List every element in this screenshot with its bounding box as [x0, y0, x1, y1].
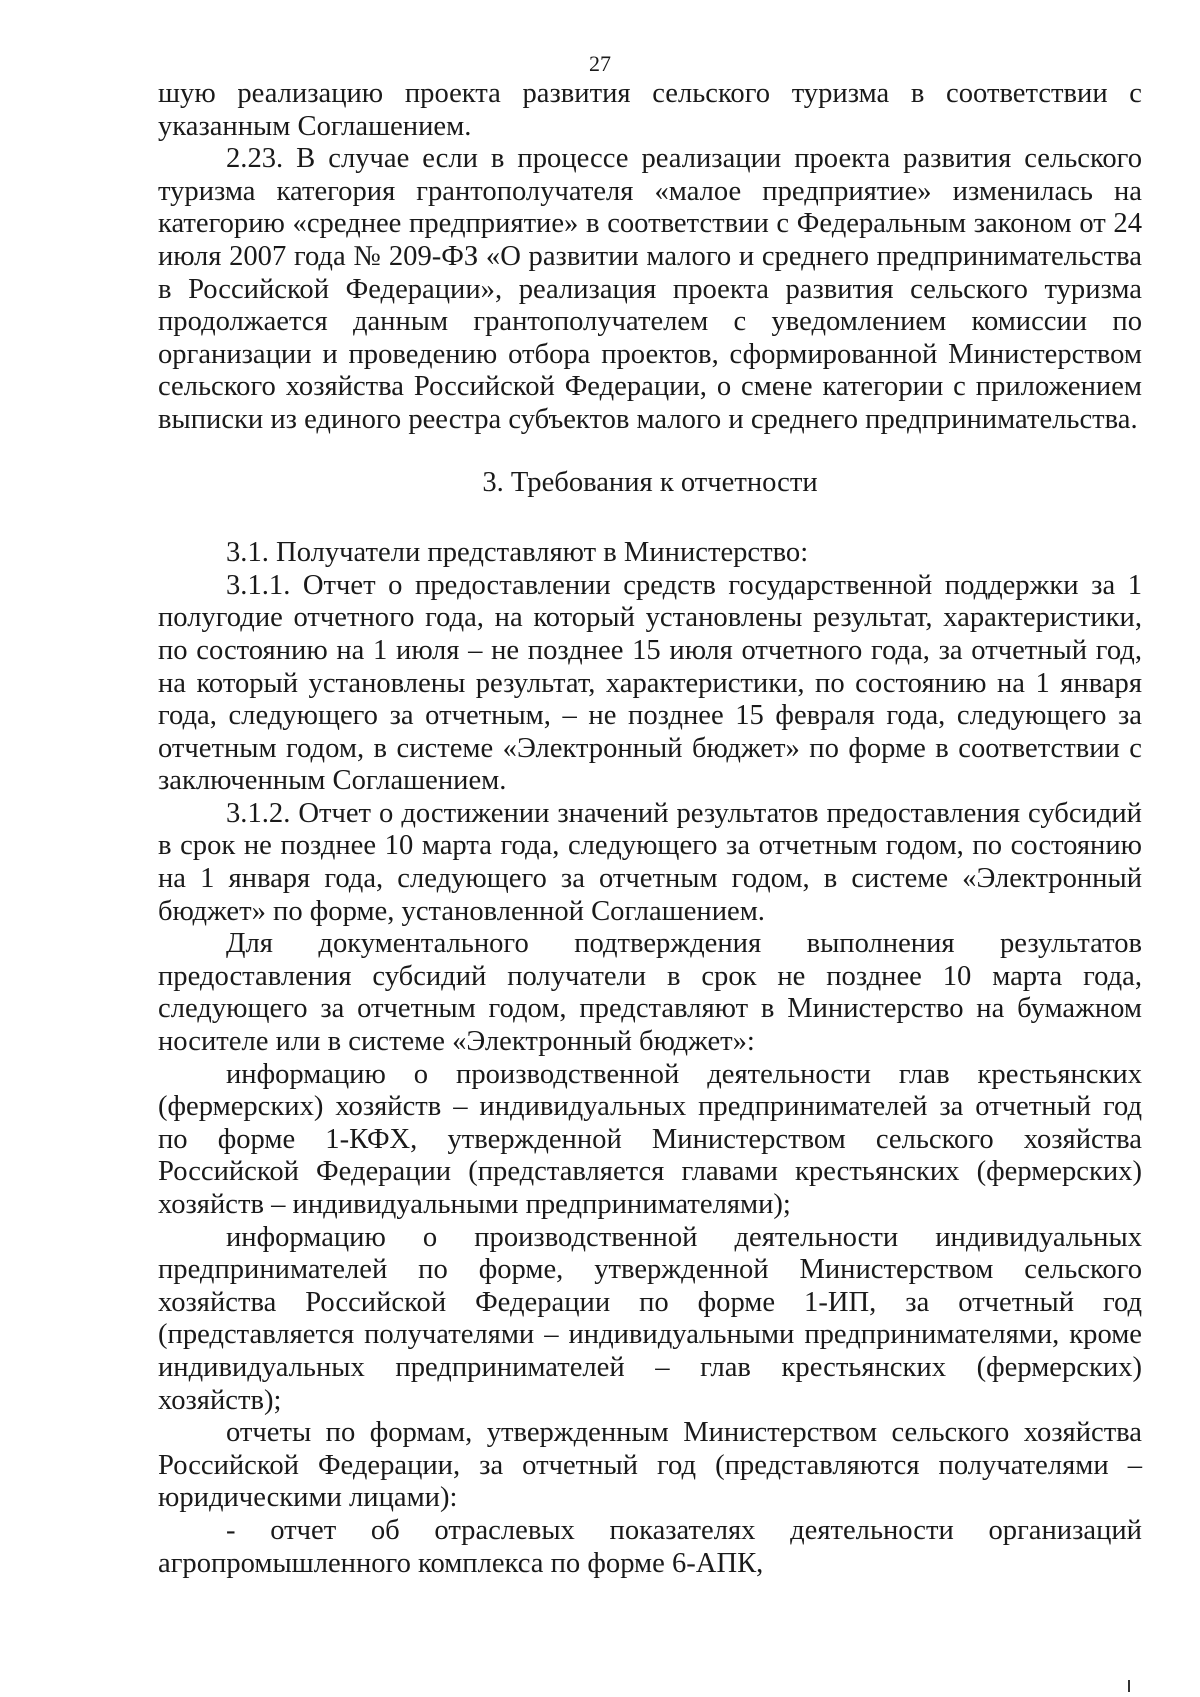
paragraph-documentary-confirmation: Для документального подтверждения выполнения результатов предоставления субсидий получатели в срок не позднее 10 марта года, следующего за отчетным годом, представляют в Министерство на бумажном носителе или в системе «Электронный бюджет»: [158, 928, 1142, 1058]
paragraph-3-1-1: 3.1.1. Отчет о предоставлении средств государственной поддержки за 1 полугодие отчетного года, на который установлены результат, характеристики, по состоянию на 1 июля – не позднее 15 июля отчетного года, за отчетный год, на который установлены результат, характеристики, по состоянию на 1 января года, следующего за отчетным, – не позднее 15 февраля года, следующего за отчетным годом, в системе «Электронный бюджет» по форме в соответствии с заключенным Соглашением. [158, 569, 1142, 797]
page-number: 27 [589, 51, 611, 76]
paragraph-3-1-2: 3.1.2. Отчет о достижении значений результатов предоставления субсидий в срок не позднее 10 марта года, следующего за отчетным годом, по состоянию на 1 января года, следующего за отчетным годом, в системе «Электронный бюджет» по форме, установленной Соглашением. [158, 797, 1142, 927]
scan-mark [1128, 1680, 1130, 1692]
paragraph-form-1-kfh: информацию о производственной деятельности глав крестьянских (фермерских) хозяйств – индивидуальных предпринимателей за отчетный год по форме 1-КФХ, утвержденной Министерством сельского хозяйства Российской Федерации (представляется главами крестьянских (фермерских) хозяйств – индивидуальными предпринимателями); [158, 1058, 1142, 1220]
paragraph-form-1-ip: информацию о производственной деятельности индивидуальных предпринимателей по форме, утвержденной Министерством сельского хозяйства Российской Федерации по форме 1-ИП, за отчетный год (представляется получателями – индивидуальными предпринимателями, кроме индивидуальных предпринимателей – глав крестьянских (фермерских) хозяйств); [158, 1221, 1142, 1416]
paragraph-2-23: 2.23. В случае если в процессе реализации проекта развития сельского туризма категория грантополучателя «малое предприятие» изменилась на категорию «среднее предприятие» в соответствии с Федеральным законом от 24 июля 2007 года № 209-ФЗ «О развитии малого и среднего предпринимательства в Российской Федерации», реализация проекта развития сельского туризма продолжается данным грантополучателем с уведомлением комиссии по организации и проведению отбора проектов, сформированной Министерством сельского хозяйства Российской Федерации, о смене категории с приложением выписки из единого реестра субъектов малого и среднего предпринимательства. [158, 143, 1142, 435]
paragraph-reports-legal-entities: отчеты по формам, утвержденным Министерством сельского хозяйства Российской Федерации, за отчетный год (представляются получателями – юридическими лицами): [158, 1417, 1142, 1514]
paragraph-continuation: шую реализацию проекта развития сельского туризма в соответствии с указанным Соглашением. [158, 78, 1142, 142]
document-body [158, 78, 1142, 1580]
paragraph-form-6-apk: - отчет об отраслевых показателях деятельности организаций агропромышленного комплекса по форме 6-АПК, [158, 1514, 1142, 1579]
paragraph-3-1: 3.1. Получатели представляют в Министерство: [226, 537, 809, 569]
section-heading: 3. Требования к отчетности [482, 466, 818, 498]
